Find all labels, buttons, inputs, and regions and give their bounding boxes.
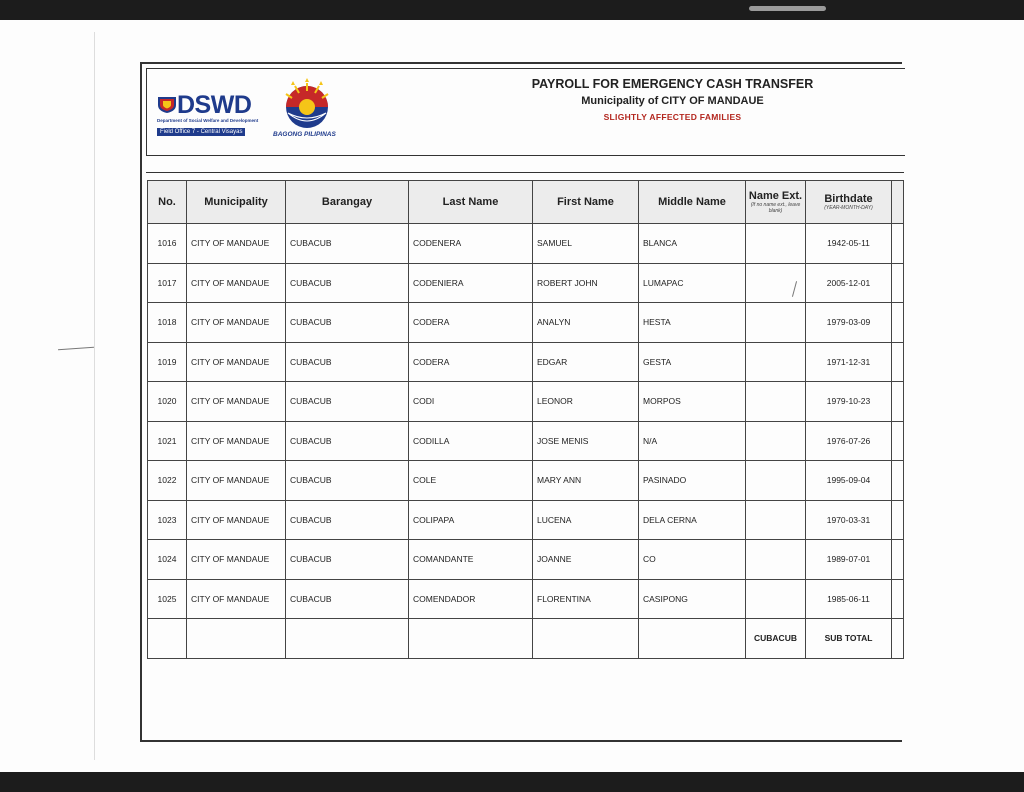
dswd-logo bbox=[157, 91, 261, 139]
table-row bbox=[148, 382, 904, 422]
name-ext-cell bbox=[746, 579, 806, 619]
name-ext-cell bbox=[746, 382, 806, 422]
middle-name-cell: MORPOS bbox=[639, 382, 746, 422]
header-name-ext bbox=[746, 181, 806, 224]
cut-off-cell bbox=[892, 461, 904, 501]
header-divider bbox=[146, 172, 904, 173]
cut-off-cell bbox=[892, 421, 904, 461]
municipality-cell: CITY OF MANDAUE bbox=[187, 421, 286, 461]
municipality-cell: CITY OF MANDAUE bbox=[187, 500, 286, 540]
header-birthdate-label: Birthdate bbox=[824, 193, 873, 205]
first-name-cell: JOSE MENIS bbox=[533, 421, 639, 461]
birthdate-cell: 1971-12-31 bbox=[806, 342, 892, 382]
birthdate-cell: 1995-09-04 bbox=[806, 461, 892, 501]
drag-handle[interactable] bbox=[749, 6, 826, 11]
cut-off-cell bbox=[892, 303, 904, 343]
birthdate-cell: 1976-07-26 bbox=[806, 421, 892, 461]
last-name-cell: COMENDADOR bbox=[409, 579, 533, 619]
row-number: 1025 bbox=[148, 579, 187, 619]
header-birthdate-note: (YEAR-MONTH-DAY) bbox=[824, 205, 873, 211]
bagong-pilipinas-label: BAGONG PILIPINAS bbox=[273, 131, 336, 138]
row-number: 1016 bbox=[148, 224, 187, 264]
birthdate-cell: 1989-07-01 bbox=[806, 540, 892, 580]
name-ext-cell bbox=[746, 500, 806, 540]
middle-name-cell: PASINADO bbox=[639, 461, 746, 501]
middle-name-cell: BLANCA bbox=[639, 224, 746, 264]
municipality-cell: CITY OF MANDAUE bbox=[187, 461, 286, 501]
last-name-cell: CODERA bbox=[409, 342, 533, 382]
dswd-shield-icon bbox=[157, 96, 177, 114]
first-name-cell: ANALYN bbox=[533, 303, 639, 343]
header-first-name: First Name bbox=[533, 181, 639, 224]
barangay-cell: CUBACUB bbox=[286, 500, 409, 540]
barangay-cell: CUBACUB bbox=[286, 303, 409, 343]
page-fold-line bbox=[94, 32, 95, 760]
subtotal-empty-cell bbox=[286, 619, 409, 659]
table-row bbox=[148, 421, 904, 461]
cut-off-cell bbox=[892, 540, 904, 580]
cut-off-cell bbox=[892, 579, 904, 619]
barangay-cell: CUBACUB bbox=[286, 579, 409, 619]
birthdate-cell: 1942-05-11 bbox=[806, 224, 892, 264]
municipality-cell: CITY OF MANDAUE bbox=[187, 342, 286, 382]
barangay-cell: CUBACUB bbox=[286, 342, 409, 382]
header-no: No. bbox=[148, 181, 187, 224]
header-cut-off-column bbox=[892, 181, 904, 224]
row-number: 1024 bbox=[148, 540, 187, 580]
table-row bbox=[148, 540, 904, 580]
first-name-cell: ROBERT JOHN bbox=[533, 263, 639, 303]
category-heading: SLIGHTLY AFFECTED FAMILIES bbox=[603, 112, 742, 122]
bottom-bar bbox=[0, 772, 1024, 792]
middle-name-cell: HESTA bbox=[639, 303, 746, 343]
first-name-cell: FLORENTINA bbox=[533, 579, 639, 619]
middle-name-cell: GESTA bbox=[639, 342, 746, 382]
name-ext-cell bbox=[746, 303, 806, 343]
header-birthdate bbox=[806, 181, 892, 224]
subtotal-empty-cell bbox=[409, 619, 533, 659]
birthdate-cell: 2005-12-01 bbox=[806, 263, 892, 303]
header-name-ext-note: (If no name ext., leave blank) bbox=[750, 202, 801, 214]
row-number: 1020 bbox=[148, 382, 187, 422]
birthdate-cell: 1970-03-31 bbox=[806, 500, 892, 540]
header-middle-name: Middle Name bbox=[639, 181, 746, 224]
table-row bbox=[148, 303, 904, 343]
row-number: 1021 bbox=[148, 421, 187, 461]
first-name-cell: MARY ANN bbox=[533, 461, 639, 501]
barangay-cell: CUBACUB bbox=[286, 540, 409, 580]
middle-name-cell: CASIPONG bbox=[639, 579, 746, 619]
header-name-ext-label: Name Ext. bbox=[748, 190, 803, 202]
row-number: 1018 bbox=[148, 303, 187, 343]
last-name-cell: CODI bbox=[409, 382, 533, 422]
subtotal-empty-cell bbox=[148, 619, 187, 659]
last-name-cell: CODILLA bbox=[409, 421, 533, 461]
cut-off-cell bbox=[892, 224, 904, 264]
subtotal-empty-cell bbox=[533, 619, 639, 659]
first-name-cell: EDGAR bbox=[533, 342, 639, 382]
table-row bbox=[148, 224, 904, 264]
middle-name-cell: CO bbox=[639, 540, 746, 580]
barangay-cell: CUBACUB bbox=[286, 461, 409, 501]
municipality-cell: CITY OF MANDAUE bbox=[187, 224, 286, 264]
bagong-pilipinas-logo-icon bbox=[278, 77, 336, 129]
header-municipality: Municipality bbox=[187, 181, 286, 224]
first-name-cell: JOANNE bbox=[533, 540, 639, 580]
name-ext-cell bbox=[746, 461, 806, 501]
dswd-department: Department of Social Welfare and Development bbox=[157, 118, 259, 123]
row-number: 1023 bbox=[148, 500, 187, 540]
dswd-wordmark: DSWD bbox=[177, 91, 252, 119]
name-ext-cell bbox=[746, 342, 806, 382]
last-name-cell: COLIPAPA bbox=[409, 500, 533, 540]
table-header-row bbox=[148, 181, 904, 224]
subtotal-label: SUB TOTAL bbox=[806, 619, 892, 659]
last-name-cell: COLE bbox=[409, 461, 533, 501]
table-row bbox=[148, 461, 904, 501]
subtotal-row bbox=[148, 619, 904, 659]
name-ext-cell bbox=[746, 421, 806, 461]
row-number: 1022 bbox=[148, 461, 187, 501]
middle-name-cell: DELA CERNA bbox=[639, 500, 746, 540]
subtotal-barangay: CUBACUB bbox=[746, 619, 806, 659]
dswd-field-office: Field Office 7 - Central Visayas bbox=[157, 128, 245, 136]
cut-off-cell bbox=[892, 382, 904, 422]
subtotal-empty-cell bbox=[639, 619, 746, 659]
municipality-cell: CITY OF MANDAUE bbox=[187, 263, 286, 303]
last-name-cell: CODENIERA bbox=[409, 263, 533, 303]
municipality-cell: CITY OF MANDAUE bbox=[187, 540, 286, 580]
municipality-cell: CITY OF MANDAUE bbox=[187, 303, 286, 343]
last-name-cell: CODENERA bbox=[409, 224, 533, 264]
table-row bbox=[148, 263, 904, 303]
cut-off-cell bbox=[892, 342, 904, 382]
barangay-cell: CUBACUB bbox=[286, 421, 409, 461]
name-ext-cell bbox=[746, 540, 806, 580]
cut-off-cell bbox=[892, 263, 904, 303]
birthdate-cell: 1985-06-11 bbox=[806, 579, 892, 619]
barangay-cell: CUBACUB bbox=[286, 224, 409, 264]
row-number: 1017 bbox=[148, 263, 187, 303]
barangay-cell: CUBACUB bbox=[286, 263, 409, 303]
header-last-name: Last Name bbox=[409, 181, 533, 224]
table-row bbox=[148, 500, 904, 540]
municipality-cell: CITY OF MANDAUE bbox=[187, 382, 286, 422]
municipality-cell: CITY OF MANDAUE bbox=[187, 579, 286, 619]
middle-name-cell: LUMAPAC bbox=[639, 263, 746, 303]
last-name-cell: CODERA bbox=[409, 303, 533, 343]
first-name-cell: LUCENA bbox=[533, 500, 639, 540]
payroll-table bbox=[147, 180, 904, 659]
barangay-cell: CUBACUB bbox=[286, 382, 409, 422]
table-row bbox=[148, 342, 904, 382]
birthdate-cell: 1979-10-23 bbox=[806, 382, 892, 422]
name-ext-cell bbox=[746, 224, 806, 264]
top-bar bbox=[0, 0, 1024, 20]
middle-name-cell: N/A bbox=[639, 421, 746, 461]
cut-off-cell bbox=[892, 619, 904, 659]
municipality-heading: Municipality of CITY OF MANDAUE bbox=[581, 95, 764, 107]
header-barangay: Barangay bbox=[286, 181, 409, 224]
first-name-cell: LEONOR bbox=[533, 382, 639, 422]
table-row bbox=[148, 579, 904, 619]
row-number: 1019 bbox=[148, 342, 187, 382]
subtotal-empty-cell bbox=[187, 619, 286, 659]
last-name-cell: COMANDANTE bbox=[409, 540, 533, 580]
first-name-cell: SAMUEL bbox=[533, 224, 639, 264]
birthdate-cell: 1979-03-09 bbox=[806, 303, 892, 343]
cut-off-cell bbox=[892, 500, 904, 540]
document-title: PAYROLL FOR EMERGENCY CASH TRANSFER bbox=[531, 77, 814, 91]
